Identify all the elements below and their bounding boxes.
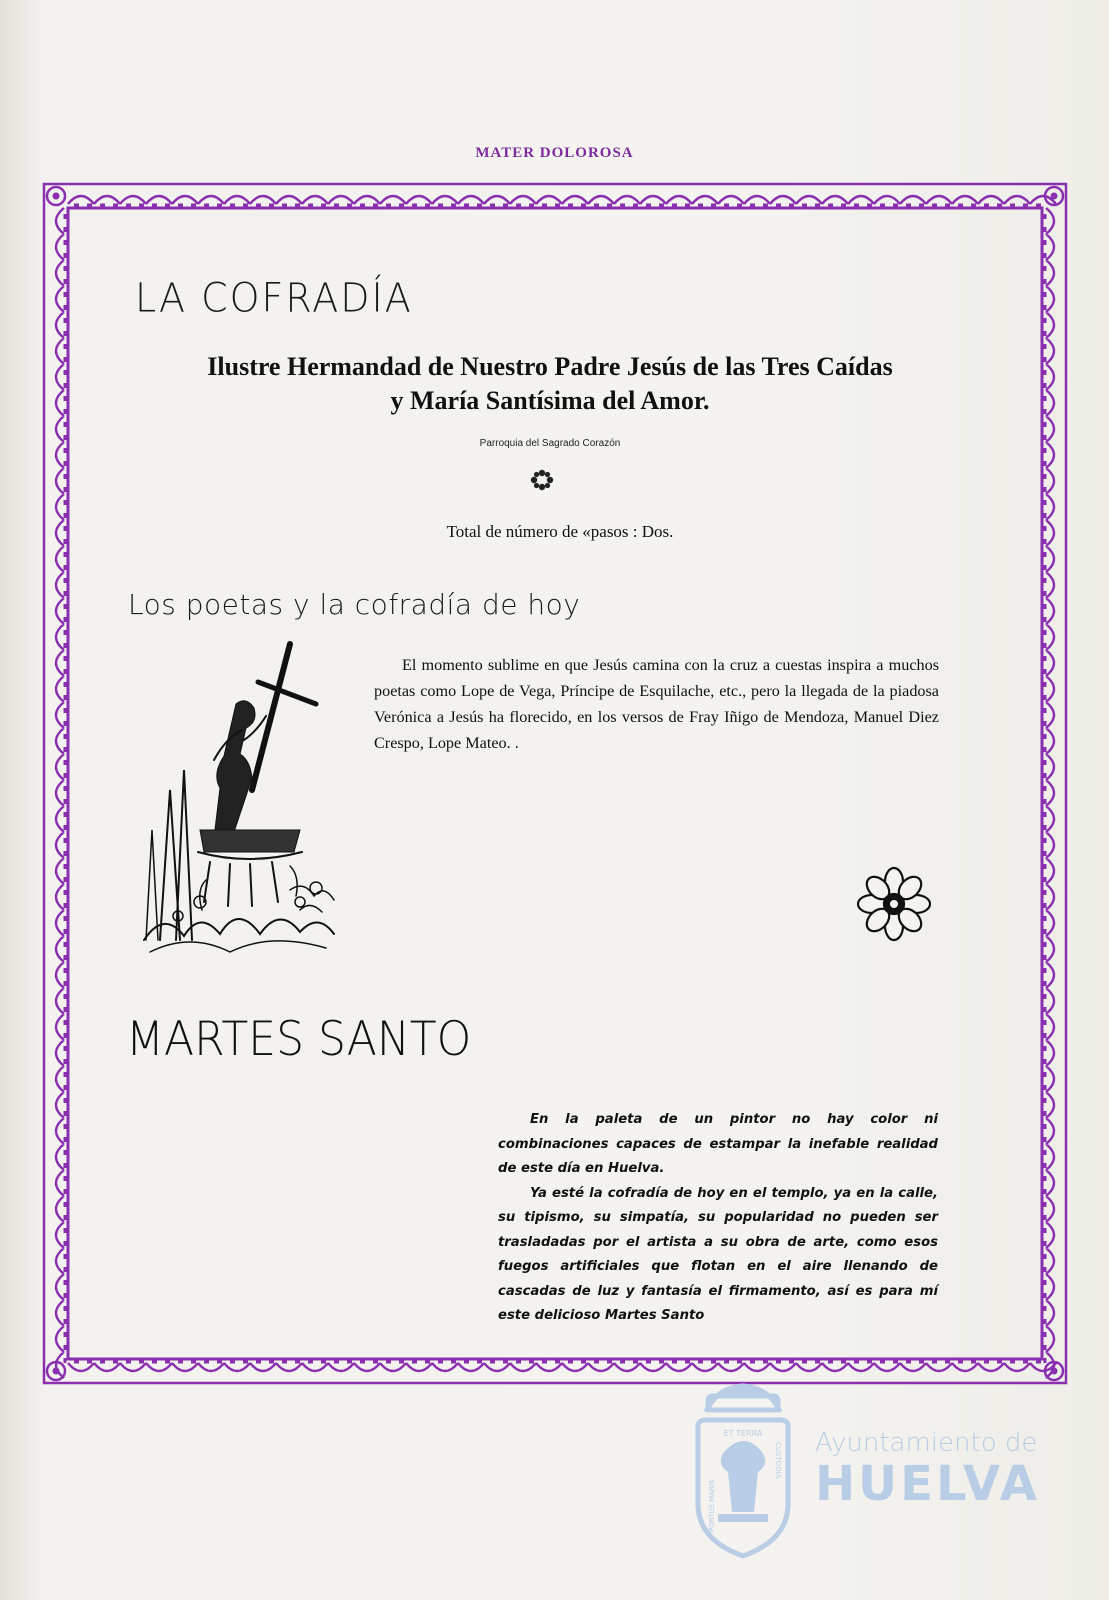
- hermandad-title-line1: Ilustre Hermandad de Nuestro Padre Jesús de las Tres Caídas: [207, 352, 893, 381]
- crest-text-left: PORTUS MARIS: [708, 1479, 716, 1532]
- watermark-text: [815, 1428, 1040, 1512]
- section-title-la-cofradia: LA COFRADÍA: [135, 274, 413, 322]
- section-title-martes-santo: MARTES SANTO: [126, 1011, 472, 1068]
- hermandad-title: [120, 350, 980, 418]
- martes-santo-paragraph-2: Ya esté la cofradía de hoy en el templo, ya en la calle, su tipismo, su simpatía, su popularidad no pueden ser trasladadas por el artista a su obra de arte, como esos fuegos artificiales que flotan en el aire llenando de cascadas de luz y fantasía el firmamento, así es para mí este delicioso Martes Santo: [498, 1185, 938, 1323]
- total-pasos: Total de número de «pasos : Dos.: [446, 522, 674, 541]
- flower-ornament: [856, 866, 932, 942]
- watermark-line-2: HUELVA: [815, 1456, 1040, 1512]
- procession-illustration: [140, 640, 340, 960]
- crest-text-top: ET TERRA: [723, 1429, 763, 1438]
- small-flower-ornament: [530, 469, 554, 491]
- martes-santo-text: [498, 1108, 938, 1329]
- running-head: MATER DOLOROSA: [475, 145, 634, 161]
- parroquia-caption: Parroquia del Sagrado Corazón: [479, 438, 621, 449]
- watermark-line-1: Ayuntamiento de: [815, 1428, 1038, 1458]
- ayuntamiento-crest-watermark: [684, 1382, 802, 1562]
- martes-santo-paragraph-1: En la paleta de un pintor no hay color ni combinaciones capaces de estampar la inefable realidad de este día en Huelva.: [498, 1112, 938, 1176]
- hermandad-title-line2: y María Santísima del Amor.: [390, 386, 710, 415]
- crest-text-right: CUSTODIA: [774, 1442, 782, 1479]
- section-title-poetas: Los poetas y la cofradía de hoy: [128, 588, 581, 621]
- poetas-paragraph: El momento sublime en que Jesús camina con la cruz a cuestas inspira a muchos poetas como Lope de Vega, Príncipe de Esquilache, etc., pero la llegada de la piadosa Verónica a Jesús ha florecido, en los versos de Fray Iñigo de Mendoza, Manuel Diez Crespo, Lope Mateo. .: [374, 656, 939, 752]
